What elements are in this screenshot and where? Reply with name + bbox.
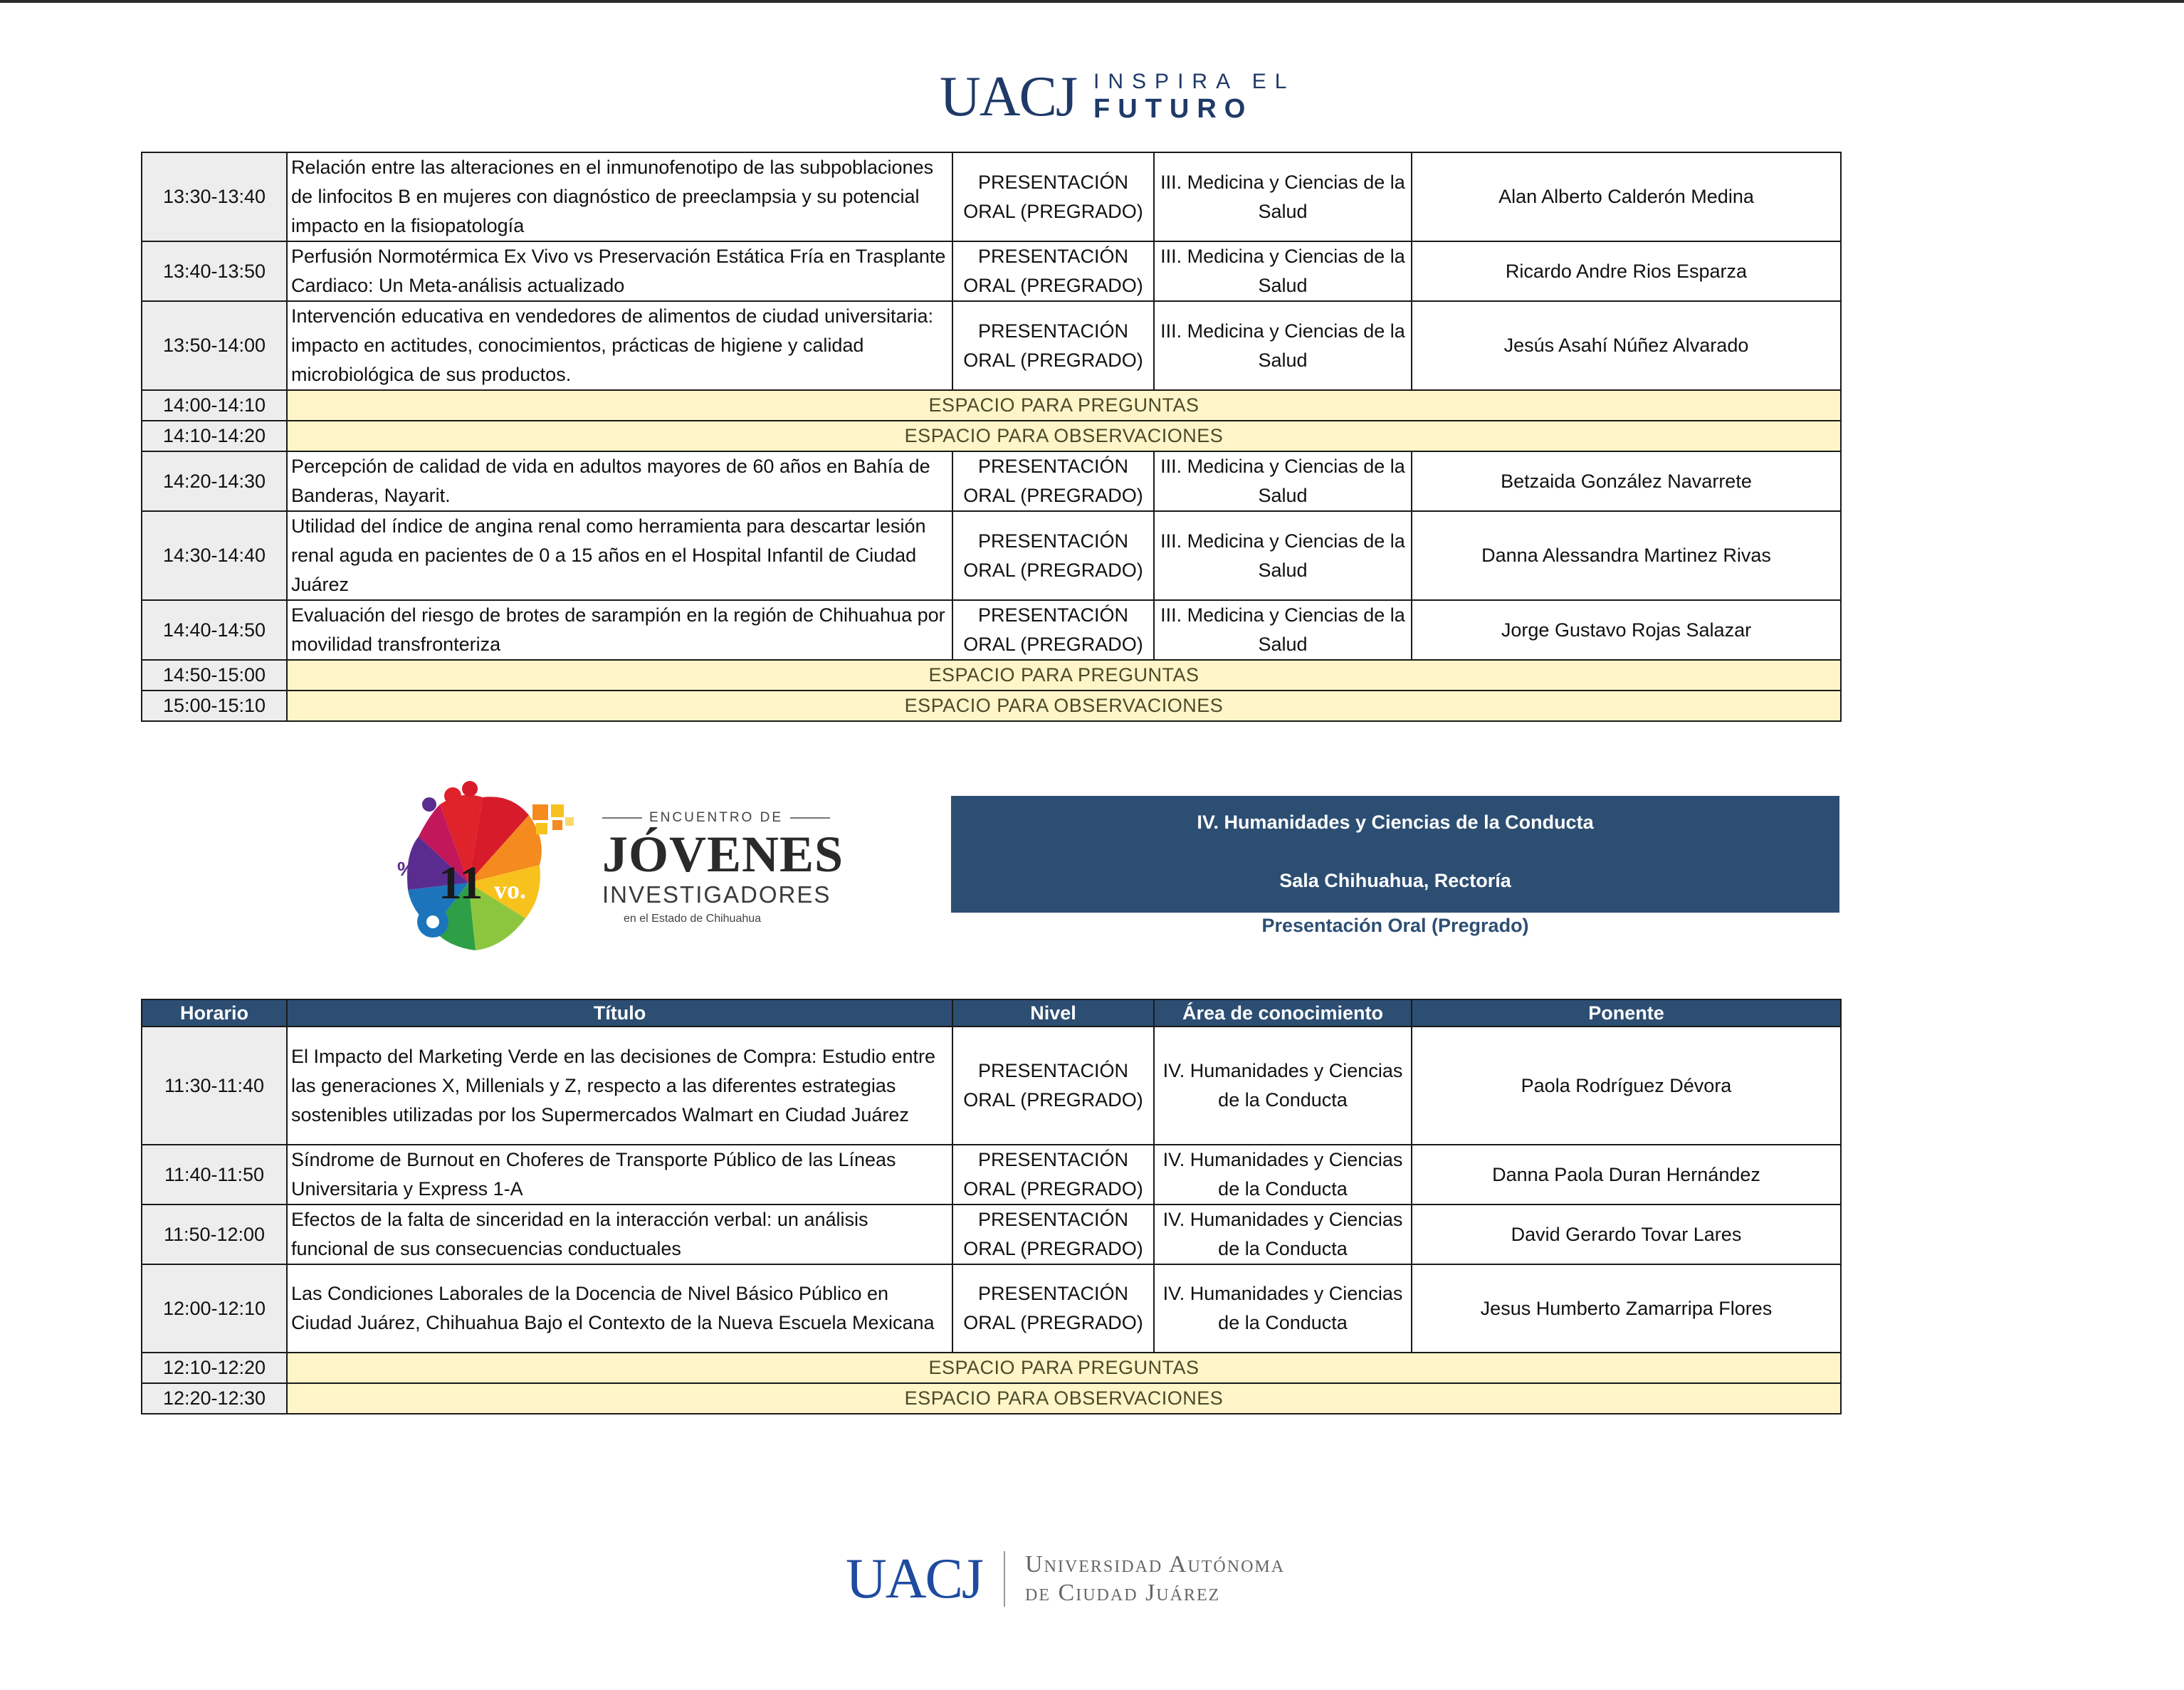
table-row <box>142 152 1841 241</box>
area-cell: IV. Humanidades y Ciencias de la Conducta <box>1154 1027 1412 1145</box>
area-cell: III. Medicina y Ciencias de la Salud <box>1154 451 1412 511</box>
area-cell: III. Medicina y Ciencias de la Salud <box>1154 301 1412 390</box>
area-cell: IV. Humanidades y Ciencias de la Conducta <box>1154 1204 1412 1264</box>
session-info-box <box>951 796 1839 913</box>
edition-ordinal: vo. <box>494 876 526 904</box>
break-row <box>142 691 1841 721</box>
break-label: ESPACIO PARA OBSERVACIONES <box>287 1383 1841 1414</box>
area-cell: III. Medicina y Ciencias de la Salud <box>1154 600 1412 660</box>
time-cell: 14:20-14:30 <box>142 451 287 511</box>
title-cell: Relación entre las alteraciones en el inmunofenotipo de las subpoblaciones de linfocitos B en mujeres con diagnóstico de preeclampsia y su potencial impacto en la fisiopatología <box>287 152 952 241</box>
level-cell: PRESENTACIÓN ORAL (PREGRADO) <box>952 241 1154 301</box>
schedule-table-medicine <box>141 152 1842 722</box>
session-area-title: IV. Humanidades y Ciencias de la Conducta <box>1197 812 1594 833</box>
title-cell: Perfusión Normotérmica Ex Vivo vs Preservación Estática Fría en Trasplante Cardiaco: Un Meta-análisis actualizado <box>287 241 952 301</box>
table-row <box>142 1204 1841 1264</box>
title-cell: Percepción de calidad de vida en adultos mayores de 60 años en Bahía de Banderas, Nayarit. <box>287 451 952 511</box>
speaker-cell: Jesús Asahí Núñez Alvarado <box>1412 301 1841 390</box>
university-name-line-2: de Ciudad Juárez <box>1025 1580 1221 1606</box>
table-row <box>142 1264 1841 1353</box>
university-name-line-1: Universidad Autónoma <box>1025 1551 1286 1578</box>
title-cell: Efectos de la falta de sinceridad en la interacción verbal: un análisis funcional de sus consecuencias conductuales <box>287 1204 952 1264</box>
break-row <box>142 1353 1841 1383</box>
table-header-row <box>142 999 1841 1027</box>
time-cell: 13:40-13:50 <box>142 241 287 301</box>
break-label: ESPACIO PARA PREGUNTAS <box>287 1353 1841 1383</box>
speaker-cell: Jesus Humberto Zamarripa Flores <box>1412 1264 1841 1353</box>
time-cell: 14:30-14:40 <box>142 511 287 600</box>
area-cell: IV. Humanidades y Ciencias de la Conducta <box>1154 1145 1412 1204</box>
time-cell: 11:40-11:50 <box>142 1145 287 1204</box>
title-cell: Síndrome de Burnout en Choferes de Transporte Público de las Líneas Universitaria y Express 1-A <box>287 1145 952 1204</box>
schedule-table-body <box>142 152 1841 721</box>
session-room: Sala Chihuahua, Rectoría <box>1279 870 1511 891</box>
table-row <box>142 241 1841 301</box>
break-row <box>142 390 1841 421</box>
speaker-cell: Jorge Gustavo Rojas Salazar <box>1412 600 1841 660</box>
table-row <box>142 600 1841 660</box>
time-cell: 11:50-12:00 <box>142 1204 287 1264</box>
level-cell: PRESENTACIÓN ORAL (PREGRADO) <box>952 600 1154 660</box>
time-cell: 14:10-14:20 <box>142 421 287 451</box>
speaker-cell: Danna Alessandra Martinez Rivas <box>1412 511 1841 600</box>
session-modality: Presentación Oral (Pregrado) <box>1261 915 1529 936</box>
title-cell: Las Condiciones Laborales de la Docencia de Nivel Básico Público en Ciudad Juárez, Chihuahua Bajo el Contexto de la Nueva Escuela Mexicana <box>287 1264 952 1353</box>
speaker-cell: David Gerardo Tovar Lares <box>1412 1204 1841 1264</box>
speaker-cell: Paola Rodríguez Dévora <box>1412 1027 1841 1145</box>
header-nivel: Nivel <box>952 999 1154 1027</box>
break-row <box>142 660 1841 691</box>
footer-divider <box>1004 1551 1005 1607</box>
level-cell: PRESENTACIÓN ORAL (PREGRADO) <box>952 511 1154 600</box>
break-label: ESPACIO PARA OBSERVACIONES <box>287 691 1841 721</box>
event-logo-line-2: JÓVENES <box>602 826 844 883</box>
top-border <box>0 0 2184 3</box>
speaker-cell: Betzaida González Navarrete <box>1412 451 1841 511</box>
event-logo-line-1: ENCUENTRO DE <box>649 810 784 825</box>
speaker-cell: Ricardo Andre Rios Esparza <box>1412 241 1841 301</box>
footer-wordmark: UACJ <box>846 1548 983 1610</box>
table-row <box>142 1145 1841 1204</box>
colorful-gear-emblem <box>397 781 574 950</box>
footer-logo <box>846 1548 1286 1610</box>
header-horario: Horario <box>142 999 287 1027</box>
break-label: ESPACIO PARA PREGUNTAS <box>287 660 1841 691</box>
table-row <box>142 451 1841 511</box>
time-cell: 11:30-11:40 <box>142 1027 287 1145</box>
time-cell: 14:00-14:10 <box>142 390 287 421</box>
time-cell: 12:20-12:30 <box>142 1383 287 1414</box>
area-cell: III. Medicina y Ciencias de la Salud <box>1154 152 1412 241</box>
area-cell: III. Medicina y Ciencias de la Salud <box>1154 511 1412 600</box>
header-area: Área de conocimiento <box>1154 999 1412 1027</box>
uacj-header-logo <box>940 65 1296 128</box>
tagline-line-1: INSPIRA EL <box>1093 70 1296 93</box>
area-cell: III. Medicina y Ciencias de la Salud <box>1154 241 1412 301</box>
title-cell: Utilidad del índice de angina renal como herramienta para descartar lesión renal aguda en pacientes de 0 a 15 años en el Hospital Infantil de Ciudad Juárez <box>287 511 952 600</box>
time-cell: 12:10-12:20 <box>142 1353 287 1383</box>
level-cell: PRESENTACIÓN ORAL (PREGRADO) <box>952 301 1154 390</box>
header-ponente: Ponente <box>1412 999 1841 1027</box>
time-cell: 14:40-14:50 <box>142 600 287 660</box>
event-logo-line-3: INVESTIGADORES <box>602 881 831 908</box>
header-titulo: Título <box>287 999 952 1027</box>
event-logo-text <box>602 810 844 925</box>
time-cell: 12:00-12:10 <box>142 1264 287 1353</box>
speaker-cell: Alan Alberto Calderón Medina <box>1412 152 1841 241</box>
tagline-line-2: FUTURO <box>1093 94 1254 124</box>
table-row <box>142 1027 1841 1145</box>
time-cell: 13:30-13:40 <box>142 152 287 241</box>
title-cell: Intervención educativa en vendedores de alimentos de ciudad universitaria: impacto en actitudes, conocimientos, prácticas de higiene y calidad microbiológica de sus productos. <box>287 301 952 390</box>
svg-text:%: % <box>397 858 415 880</box>
break-row <box>142 1383 1841 1414</box>
level-cell: PRESENTACIÓN ORAL (PREGRADO) <box>952 1264 1154 1353</box>
break-label: ESPACIO PARA OBSERVACIONES <box>287 421 1841 451</box>
schedule-table-body <box>142 1027 1841 1414</box>
area-cell: IV. Humanidades y Ciencias de la Conducta <box>1154 1264 1412 1353</box>
break-row <box>142 421 1841 451</box>
schedule-table-humanities <box>141 999 1842 1415</box>
title-cell: El Impacto del Marketing Verde en las decisiones de Compra: Estudio entre las generaciones X, Millenials y Z, respecto a las diferentes estrategias sostenibles utilizadas por los Supermercados Walmart en Ciudad Juárez <box>287 1027 952 1145</box>
table-row <box>142 301 1841 390</box>
level-cell: PRESENTACIÓN ORAL (PREGRADO) <box>952 152 1154 241</box>
level-cell: PRESENTACIÓN ORAL (PREGRADO) <box>952 451 1154 511</box>
time-cell: 13:50-14:00 <box>142 301 287 390</box>
break-label: ESPACIO PARA PREGUNTAS <box>287 390 1841 421</box>
tagline <box>1093 71 1295 122</box>
level-cell: PRESENTACIÓN ORAL (PREGRADO) <box>952 1145 1154 1204</box>
uacj-wordmark: UACJ <box>940 65 1077 128</box>
event-logo-line-4: en el Estado de Chihuahua <box>624 913 762 925</box>
title-cell: Evaluación del riesgo de brotes de sarampión en la región de Chihuahua por movilidad transfronteriza <box>287 600 952 660</box>
level-cell: PRESENTACIÓN ORAL (PREGRADO) <box>952 1027 1154 1145</box>
university-name <box>1025 1550 1285 1607</box>
edition-number: 11 <box>439 857 483 909</box>
speaker-cell: Danna Paola Duran Hernández <box>1412 1145 1841 1204</box>
level-cell: PRESENTACIÓN ORAL (PREGRADO) <box>952 1204 1154 1264</box>
time-cell: 14:50-15:00 <box>142 660 287 691</box>
time-cell: 15:00-15:10 <box>142 691 287 721</box>
table-row <box>142 511 1841 600</box>
